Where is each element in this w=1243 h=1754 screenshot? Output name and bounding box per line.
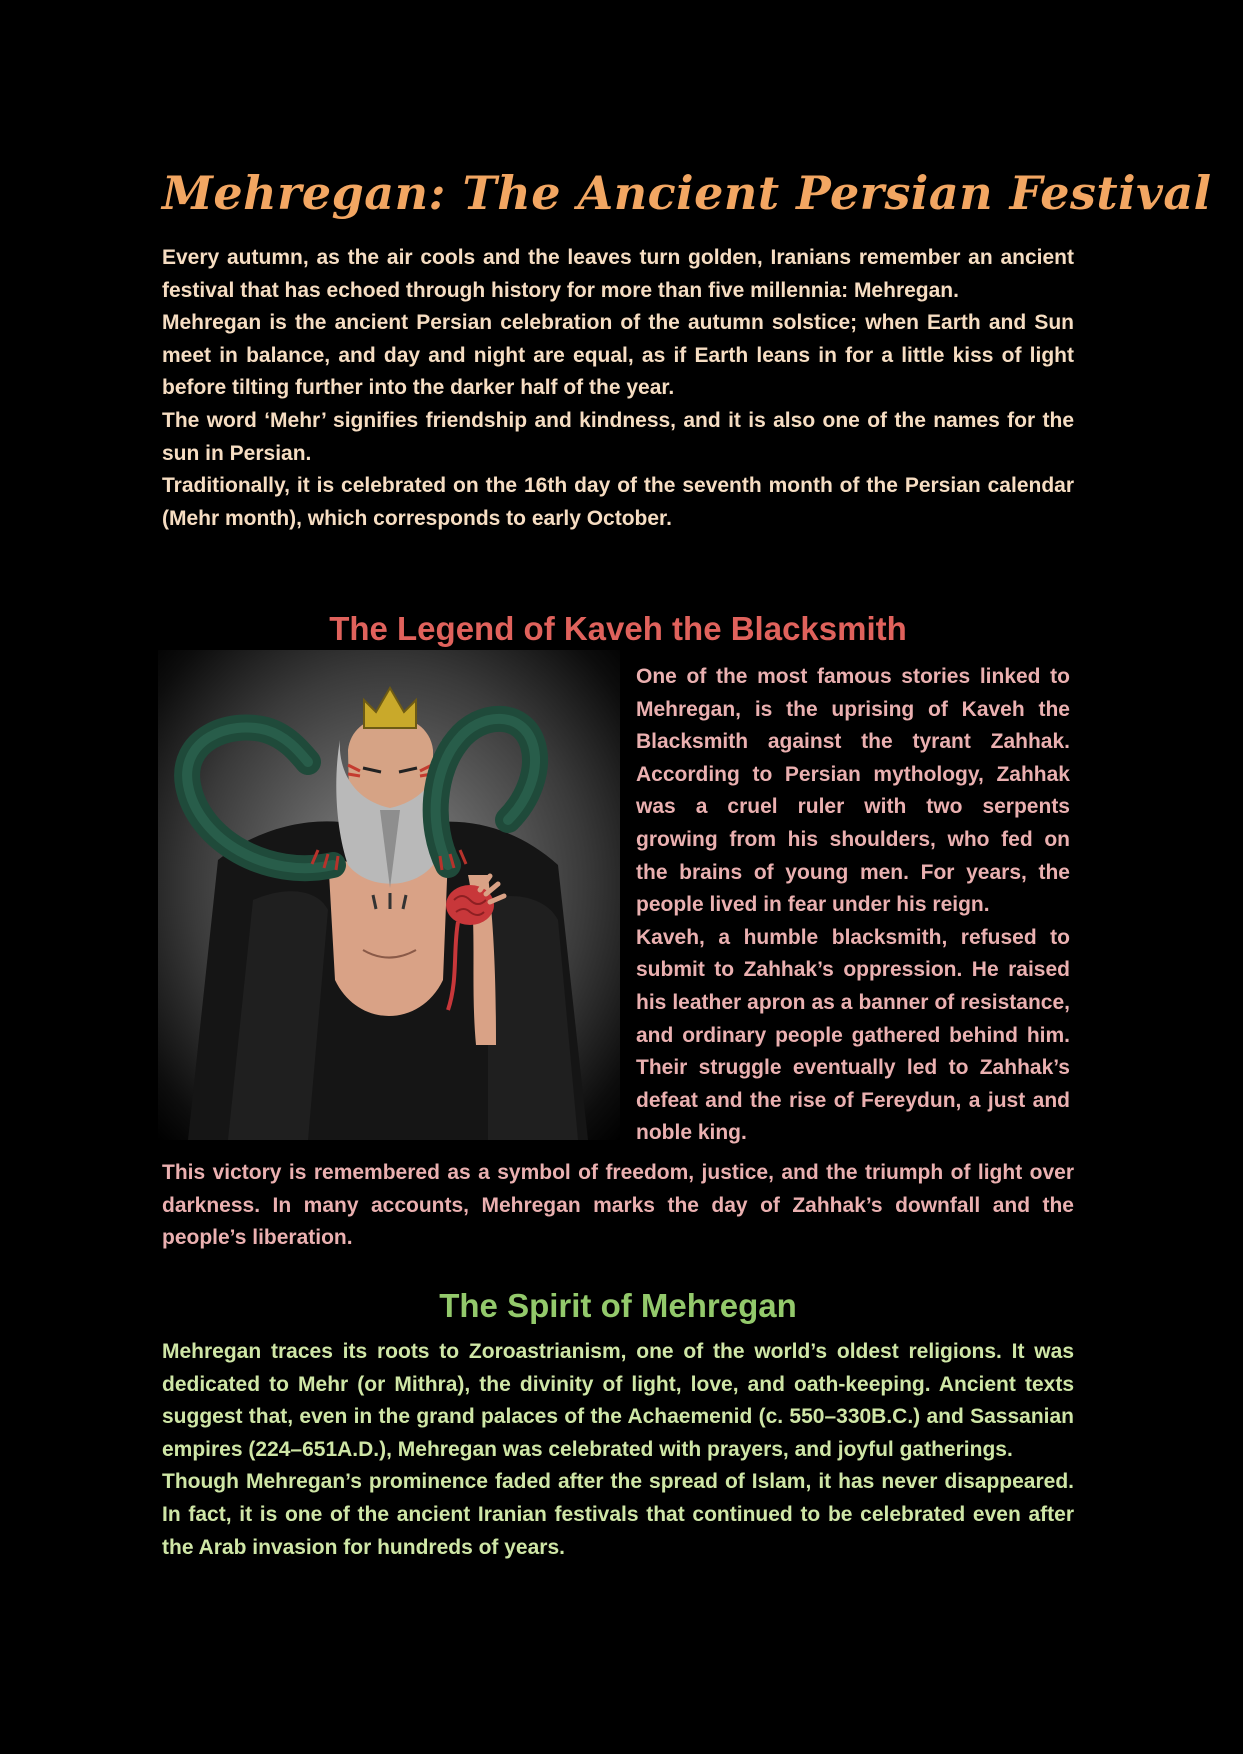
zahhak-illustration xyxy=(158,650,620,1140)
page-title: Mehregan: The Ancient Persian Festival xyxy=(162,166,1212,220)
crown-shape xyxy=(364,688,416,728)
legend-side-text xyxy=(636,661,1070,1150)
legend-conclusion: This victory is remembered as a symbol of freedom, justice, and the triumph of light over darkness. In many accounts, Mehregan marks the day of Zahhak’s downfall and the people’s liberation. xyxy=(162,1161,1074,1250)
spirit-section xyxy=(162,1336,1074,1564)
legend-paragraph: Kaveh, a humble blacksmith, refused to submit to Zahhak’s oppression. He raised his leather apron as a banner of resistance, and ordinary people gathered behind him. Their struggle eventually led to Zahhak’s defeat and the rise of Fereydun, a just and noble king. xyxy=(636,925,1070,1145)
zahhak-drawing xyxy=(158,650,620,1140)
intro-paragraph: Mehregan is the ancient Persian celebration of the autumn solstice; when Earth and Sun meet in balance, and day and night are equal, as if Earth leans in for a little kiss of light before tilting further into the darker half of the year. xyxy=(162,311,1074,400)
spirit-paragraph: Though Mehregan’s prominence faded after the spread of Islam, it has never disappeared. In fact, it is one of the ancient Iranian festivals that continued to be celebrated even after the Arab invasion for hundreds of years. xyxy=(162,1470,1074,1559)
spirit-heading: The Spirit of Mehregan xyxy=(439,1287,797,1324)
intro-paragraph: Traditionally, it is celebrated on the 16th day of the seventh month of the Persian calendar (Mehr month), which corresponds to early October. xyxy=(162,474,1074,530)
legend-heading: The Legend of Kaveh the Blacksmith xyxy=(329,610,907,647)
intro-paragraph: Every autumn, as the air cools and the leaves turn golden, Iranians remember an ancient festival that has echoed through history for more than five millennia: Mehregan. xyxy=(162,246,1074,302)
spirit-paragraph: Mehregan traces its roots to Zoroastrianism, one of the world’s oldest religions. It was dedicated to Mehr (or Mithra), the divinity of light, love, and oath-keeping. Ancient texts suggest that, even in the grand palaces of the Achaemenid (c. 550–330B.C.) and Sassanian empires (224–651A.D.), Mehregan was celebrated with prayers, and joyful gatherings. xyxy=(162,1340,1074,1461)
intro-paragraph: The word ‘Mehr’ signifies friendship and kindness, and it is also one of the names for the sun in Persian. xyxy=(162,408,1074,465)
legend-paragraph: One of the most famous stories linked to Mehregan, is the uprising of Kaveh the Blacksmith against the tyrant Zahhak. According to Persian mythology, Zahhak was a cruel ruler with two serpents growing from his shoulders, who fed on the brains of young men. For years, the people lived in fear under his reign. xyxy=(636,665,1070,917)
intro-section xyxy=(162,242,1074,535)
